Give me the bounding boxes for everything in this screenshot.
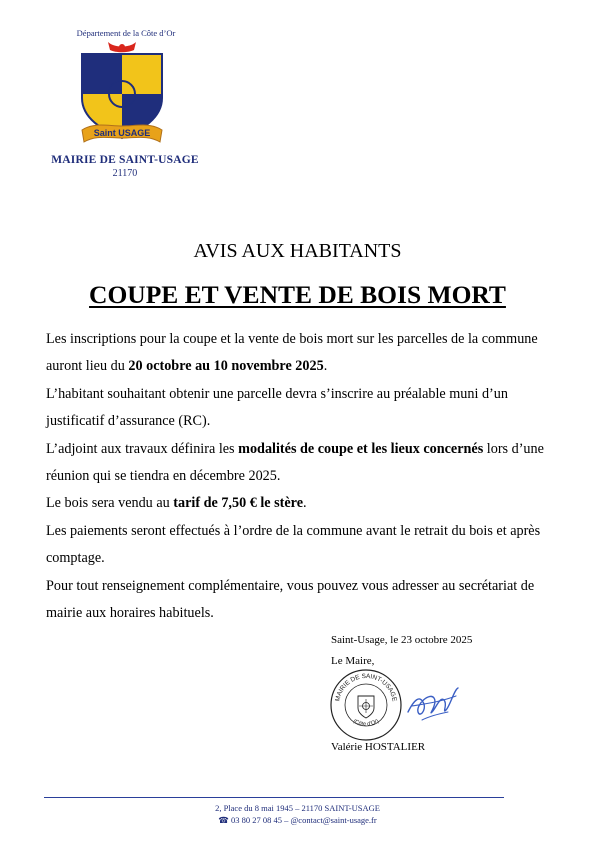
mayor-name: Valérie HOSTALIER <box>331 741 426 753</box>
mairie-stamp <box>329 668 403 742</box>
notice-body <box>46 326 552 627</box>
paragraph-payment: Les paiements seront effectués à l’ordre de la commune avant le retrait du bois et après comptage. <box>46 522 541 567</box>
mairie-postcode: 21170 <box>112 168 138 179</box>
paragraph-meeting: L’adjoint aux travaux définira les modalités de coupe et les lieux concernés lors d’une réunion qui se tiendra en décembre 2025. <box>46 440 544 485</box>
mayor-signature <box>404 682 462 726</box>
place-date: Saint-Usage, le 23 octobre 2025 <box>331 634 473 646</box>
department-label: Département de la Côte d’Or <box>76 28 176 38</box>
notice-title: COUPE ET VENTE DE BOIS MORT <box>89 280 506 309</box>
paragraph-insurance: L’habitant souhaitant obtenir une parcelle devra s’inscrire au préalable muni d’un justificatif d’assurance (RC). <box>46 385 508 430</box>
paragraph-registration: Les inscriptions pour la coupe et la vente de bois mort sur les parcelles de la commune auront lieu du 20 octobre au 10 novembre 2025. <box>46 331 538 375</box>
svg-text:(Côte d’Or): (Côte d’Or) <box>352 718 380 728</box>
signatory-role: Le Maire, <box>331 655 375 667</box>
signature-block <box>331 630 472 672</box>
svg-text:MAIRIE DE SAINT-USAGE: MAIRIE DE SAINT-USAGE <box>334 672 398 703</box>
paragraph-price: Le bois sera vendu au tarif de 7,50 € le stère. <box>46 495 307 512</box>
footer-divider <box>44 797 504 798</box>
notice-heading: AVIS AUX HABITANTS <box>193 240 402 262</box>
telephone-icon: ☎ <box>218 815 229 825</box>
footer-contact: ☎ 03 80 27 08 45 – @contact@saint-usage.fr <box>218 815 377 825</box>
town-crest-logo <box>78 38 166 150</box>
mairie-name: MAIRIE DE SAINT-USAGE <box>51 154 199 166</box>
footer-address: 2, Place du 8 mai 1945 – 21170 SAINT-USAGE <box>215 803 380 813</box>
paragraph-contact: Pour tout renseignement complémentaire, vous pouvez vous adresser au secrétariat de mairie aux horaires habituels. <box>46 577 535 622</box>
crest-banner-text: Saint USAGE <box>93 128 151 138</box>
